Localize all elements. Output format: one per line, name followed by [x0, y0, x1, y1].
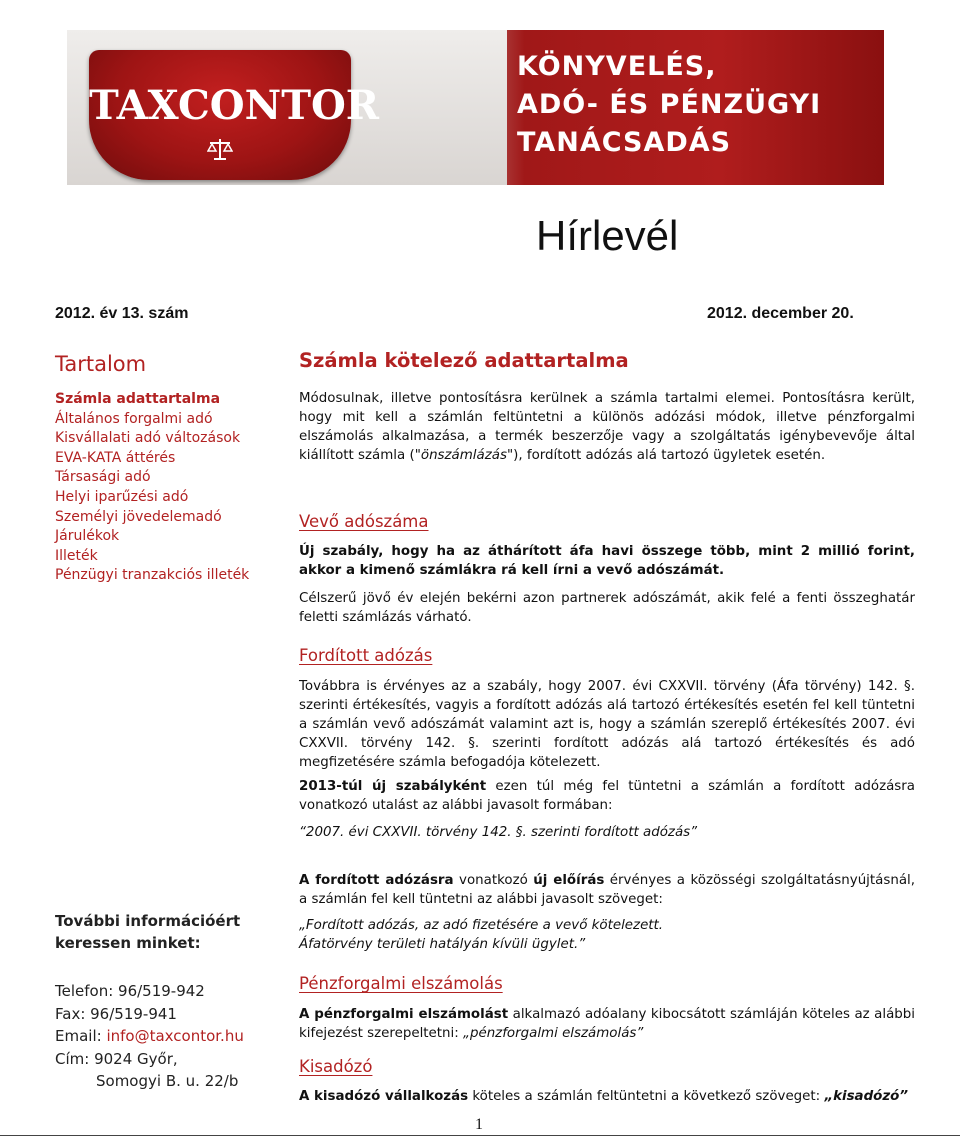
- section-3-body: alkalmazó adóalany kibocsátott számláján köteles az alábbi kifejezést szerepeltetni:: [299, 1007, 916, 1041]
- intro-text-2: "), fordított adózás alá tartozó ügyletek esetén.: [506, 448, 826, 463]
- section-2-quote-2-line-1: „Fordított adózás, az adó fizetésére a vevő kötelezett.: [299, 918, 664, 933]
- section-1-text: Célszerű jövő év elején bekérni azon partnerek adószámát, akik felé a fenti összeghatár feletti számlázás várható.: [299, 591, 915, 625]
- footer-divider: [0, 1135, 960, 1136]
- tagline-line-1: KÖNYVELÉS,: [517, 51, 717, 82]
- contact-info: [55, 980, 244, 1093]
- section-4-bold: A kisadózó vállalkozás: [299, 1089, 469, 1104]
- section-2-text-2: ezen túl még fel tüntetni a számlán a fordított adózásra vonatkozó utalást az alábbi javasolt formában:: [299, 779, 915, 813]
- section-2-p3-bold-2: új előírás: [533, 873, 605, 888]
- toc-item[interactable]: EVA-KATA áttérés: [55, 449, 176, 466]
- issue-date: 2012. december 20.: [707, 305, 854, 322]
- section-3-quote: „pénzforgalmi elszámolás”: [463, 1026, 644, 1041]
- toc-item[interactable]: Pénzügyi tranzakciós illeték: [55, 567, 250, 584]
- contact-heading: [55, 910, 240, 954]
- toc-item[interactable]: Illeték: [55, 547, 98, 564]
- toc-title: Tartalom: [55, 352, 147, 376]
- section-2-quote-2-line-2: Áfatörvény területi hatályán kívüli ügylet.”: [299, 937, 586, 952]
- section-title-forditott-adozas: Fordított adózás: [299, 646, 433, 665]
- intro-text-1: Módosulnak, illetve pontosításra kerülnek a számla tartalmi elemei. Pontosításra került, hogy mit kell a számlán feltüntetni a különös adózási módok, illetve pénzforgalmi elszámolás alkalmazása, a termék beszerzője vagy a szolgáltatás igénybevevője által kiállított számla (": [299, 391, 915, 463]
- article-title: Számla kötelező adattartalma: [299, 349, 629, 372]
- section-4-quote: „kisadózó”: [824, 1089, 908, 1104]
- section-2-text: Továbbra is érvényes az a szabály, hogy 2007. évi CXXVII. törvény (Áfa törvény) 142. §. szerinti értékesítés, vagyis a fordított adózás alá tartozó értékesítés esetén fel kell tüntetni a számlán vevő adószámát valamint azt is, hogy a számlán szereplő értékesítés 2007. évi CXXVII. törvény 142. §. szerinti fordított adózás alá tartozó értékesítés és adó megfizetésére számla befogadója kötelezett.: [299, 679, 915, 770]
- section-title-vevo-adoszama: Vevő adószáma: [299, 512, 429, 531]
- tagline-line-2: ADÓ- ÉS PÉNZÜGYI: [517, 89, 822, 120]
- page-number: 1: [475, 1116, 483, 1133]
- scales-icon: [207, 136, 233, 162]
- address-line-1: Cím: 9024 Győr,: [55, 1049, 178, 1068]
- toc-item[interactable]: Általános forgalmi adó: [55, 410, 213, 427]
- newsletter-title: Hírlevél: [536, 212, 679, 259]
- section-2-p3-bold-1: A fordított adózásra: [299, 873, 454, 888]
- section-2-p3-text-2: érvényes a közösségi szolgáltatásnyújtásnál, a számlán fel kell tüntetni az alábbi javasolt szöveget:: [299, 873, 916, 907]
- toc-item[interactable]: Számla adattartalma: [55, 391, 221, 407]
- email-line: [55, 1025, 244, 1048]
- section-2-p3-text-1: vonatkozó: [453, 873, 534, 888]
- email-label: Email:: [55, 1027, 107, 1045]
- tagline-line-3: TANÁCSADÁS: [517, 127, 732, 158]
- toc-item[interactable]: Helyi iparűzési adó: [55, 488, 189, 505]
- toc-item[interactable]: Járulékok: [55, 528, 120, 545]
- section-3-bold: A pénzforgalmi elszámolást: [299, 1007, 509, 1022]
- header-banner: [67, 30, 884, 185]
- table-of-contents: [55, 390, 249, 586]
- toc-item[interactable]: Személyi jövedelemadó: [55, 508, 222, 525]
- section-title-kisadozo: Kisadózó: [299, 1057, 373, 1076]
- intro-paragraph: [299, 389, 915, 465]
- address-line-2: Somogyi B. u. 22/b: [96, 1072, 239, 1090]
- issue-number: 2012. év 13. szám: [55, 305, 189, 322]
- section-2-new-rule: [299, 777, 915, 815]
- phone: Telefon: 96/519-942: [55, 982, 205, 1000]
- fax: Fax: 96/519-941: [55, 1004, 177, 1023]
- contact-heading-line-1: További információért: [55, 912, 241, 930]
- email-link[interactable]: info@taxcontor.hu: [106, 1027, 244, 1045]
- taxcontor-logo: [89, 50, 380, 180]
- contact-heading-line-2: keressen minket:: [55, 934, 201, 952]
- section-2-bold: 2013-túl új szabályként: [299, 779, 487, 794]
- section-2-paragraph-3: [299, 871, 915, 909]
- section-4-body: köteles a számlán feltüntetni a következő szöveget:: [468, 1089, 825, 1104]
- section-2-quote: “2007. évi CXXVII. törvény 142. §. szerinti fordított adózás”: [299, 825, 698, 840]
- toc-item[interactable]: Kisvállalati adó változások: [55, 430, 241, 447]
- intro-italic: önszámlázás: [420, 448, 507, 463]
- toc-item[interactable]: Társasági adó: [55, 469, 151, 486]
- section-title-penzforgalmi: Pénzforgalmi elszámolás: [299, 974, 503, 993]
- logo-text: TAXCONTOR: [89, 82, 380, 129]
- section-1-rule: Új szabály, hogy ha az áthárított áfa havi összege több, mint 2 millió forint, akkor a kimenő számlákra rá kell írni a vevő adószámát.: [299, 544, 915, 578]
- section-4-text: [299, 1087, 915, 1106]
- banner-tagline: [517, 48, 877, 162]
- section-3-text: [299, 1005, 915, 1043]
- section-2-quote-2: [299, 916, 915, 954]
